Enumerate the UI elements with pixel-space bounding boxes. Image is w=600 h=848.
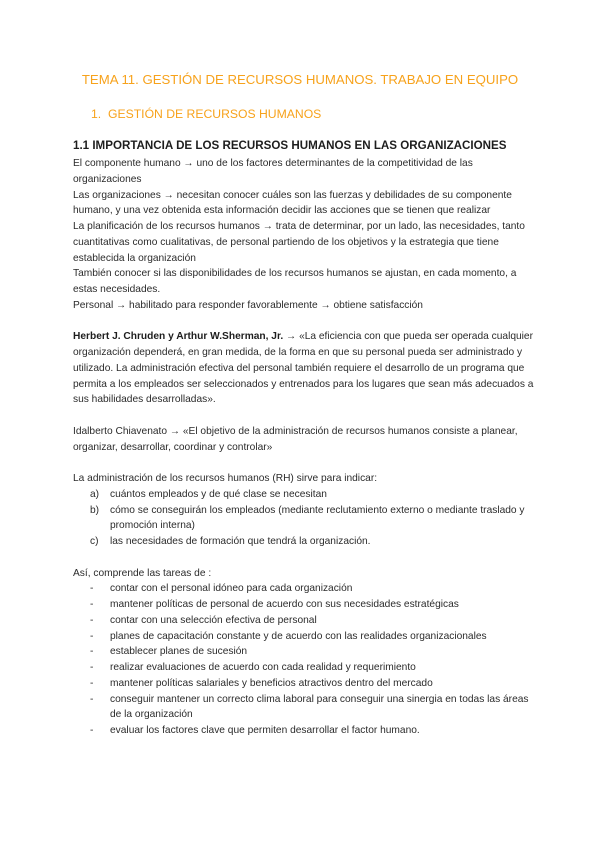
list-item-text: planes de capacitación constante y de acuerdo con las realidades organizacionales bbox=[110, 630, 487, 642]
quote-author: Herbert J. Chruden y Arthur W.Sherman, Jr. bbox=[73, 331, 284, 343]
list-item bbox=[73, 503, 533, 519]
list-marker: - bbox=[90, 583, 94, 595]
list-item-text: evaluar los factores clave que permiten desarrollar el factor humano. bbox=[110, 725, 420, 736]
list-item-text: contar con una selección efectiva de personal bbox=[110, 614, 317, 626]
list-marker: - bbox=[90, 725, 94, 736]
list-item-text: realizar evaluaciones de acuerdo con cada realidad y requerimiento bbox=[110, 662, 416, 673]
subsection-heading: 1.1 IMPORTANCIA DE LOS RECURSOS HUMANOS EN LAS ORGANIZACIONES bbox=[73, 139, 507, 152]
quote-chiavenato bbox=[73, 424, 533, 456]
list-item bbox=[73, 613, 533, 629]
list-item-text: mantener políticas de personal de acuerdo con sus necesidades estratégicas bbox=[110, 599, 459, 610]
quote-chruden-sherman bbox=[73, 329, 533, 408]
section-number: 1. bbox=[91, 107, 102, 121]
list-item-text: conseguir mantener un correcto clima laboral para conseguir una sinergia en todas las áreas bbox=[110, 693, 529, 705]
list-item bbox=[73, 660, 533, 676]
text-line: estas necesidades. bbox=[73, 284, 161, 295]
list-item bbox=[73, 676, 533, 692]
list-marker: - bbox=[90, 599, 94, 610]
text-line: establecida la organización bbox=[73, 252, 196, 264]
quote-text: → «La eficiencia con que pueda ser operada cualquier bbox=[283, 331, 533, 343]
text-line: Las organizaciones → necesitan conocer cuáles son las fuerzas y debilidades de su componente bbox=[73, 189, 512, 201]
text-line: Personal → habilitado para responder favorablemente → obtiene satisfacción bbox=[73, 299, 423, 311]
list-marker: - bbox=[90, 693, 94, 705]
list-item-text: las necesidades de formación que tendrá la organización. bbox=[110, 536, 371, 547]
list-item-text: mantener políticas salariales y beneficios atractivos dentro del mercado bbox=[110, 677, 433, 689]
list-item-text: cuántos empleados y de qué clase se necesitan bbox=[110, 488, 327, 500]
text-line: También conocer si las disponibilidades de los recursos humanos se ajustan, en cada momento, a bbox=[73, 268, 517, 280]
list-marker: c) bbox=[90, 536, 99, 547]
list-item bbox=[73, 692, 533, 708]
tasks-intro: Así, comprende las tareas de : bbox=[73, 567, 212, 579]
list-marker: a) bbox=[90, 488, 100, 500]
list-item bbox=[73, 581, 533, 597]
tasks-list bbox=[73, 581, 533, 739]
list-item bbox=[73, 629, 533, 645]
rh-intro: La administración de los recursos humanos (RH) sirve para indicar: bbox=[73, 473, 378, 484]
text-line: humano, y una vez obtenida esta información decidir las acciones que se tienen que realizar bbox=[73, 205, 491, 217]
text-line: organización dependerá, en gran medida, de la forma en que su personal pueda ser administrado y bbox=[73, 347, 523, 358]
text-line: Idalberto Chiavenato → «El objetivo de la administración de recursos humanos consiste a planear, bbox=[73, 425, 518, 437]
text-line: utilizado. La administración efectiva del personal también requiere el desarrollo de un programa que bbox=[73, 362, 525, 374]
document-title: TEMA 11. GESTIÓN DE RECURSOS HUMANOS. TRABAJO EN EQUIPO bbox=[81, 72, 519, 87]
rh-list bbox=[73, 487, 533, 550]
list-item-text: cómo se conseguirán los empleados (mediante reclutamiento externo o mediante traslado y bbox=[110, 504, 525, 516]
list-item-text: de la organización bbox=[110, 709, 193, 721]
list-item bbox=[73, 487, 533, 503]
list-marker: - bbox=[90, 630, 94, 642]
list-item bbox=[73, 707, 533, 723]
list-marker: - bbox=[90, 646, 94, 658]
list-item-text: promoción interna) bbox=[110, 520, 195, 532]
section-label: GESTIÓN DE RECURSOS HUMANOS bbox=[108, 107, 322, 121]
list-marker: b) bbox=[90, 504, 100, 516]
list-item-text: establecer planes de sucesión bbox=[110, 646, 248, 658]
list-item bbox=[73, 597, 533, 613]
text-line: El componente humano → uno de los factores determinantes de la competitividad de las bbox=[73, 158, 473, 169]
list-marker: - bbox=[90, 662, 94, 673]
text-line: La planificación de los recursos humanos → trata de determinar, por un lado, las necesidades, tanto bbox=[73, 221, 525, 232]
intro-paragraph bbox=[73, 156, 533, 314]
document-body bbox=[73, 156, 533, 739]
list-marker: - bbox=[90, 677, 94, 689]
list-item bbox=[73, 723, 533, 739]
list-item bbox=[73, 644, 533, 660]
list-item-text: contar con el personal idóneo para cada organización bbox=[110, 583, 353, 595]
section-heading bbox=[91, 107, 321, 121]
list-item bbox=[73, 534, 533, 550]
list-item bbox=[73, 518, 533, 534]
list-marker: - bbox=[90, 614, 94, 626]
text-line: organizaciones bbox=[73, 173, 142, 185]
text-line: sus habilidades desarrolladas». bbox=[73, 394, 216, 406]
text-line: permita a los empleados ser seleccionados y entrenados para los lugares que sean más adecuados a bbox=[73, 378, 534, 390]
text-line: organizar, desarrollar, coordinar y controlar» bbox=[73, 441, 273, 453]
text-line: cuantitativas como cualitativas, de personal partiendo de los objetivos y la estrategia que tiene bbox=[73, 236, 499, 248]
